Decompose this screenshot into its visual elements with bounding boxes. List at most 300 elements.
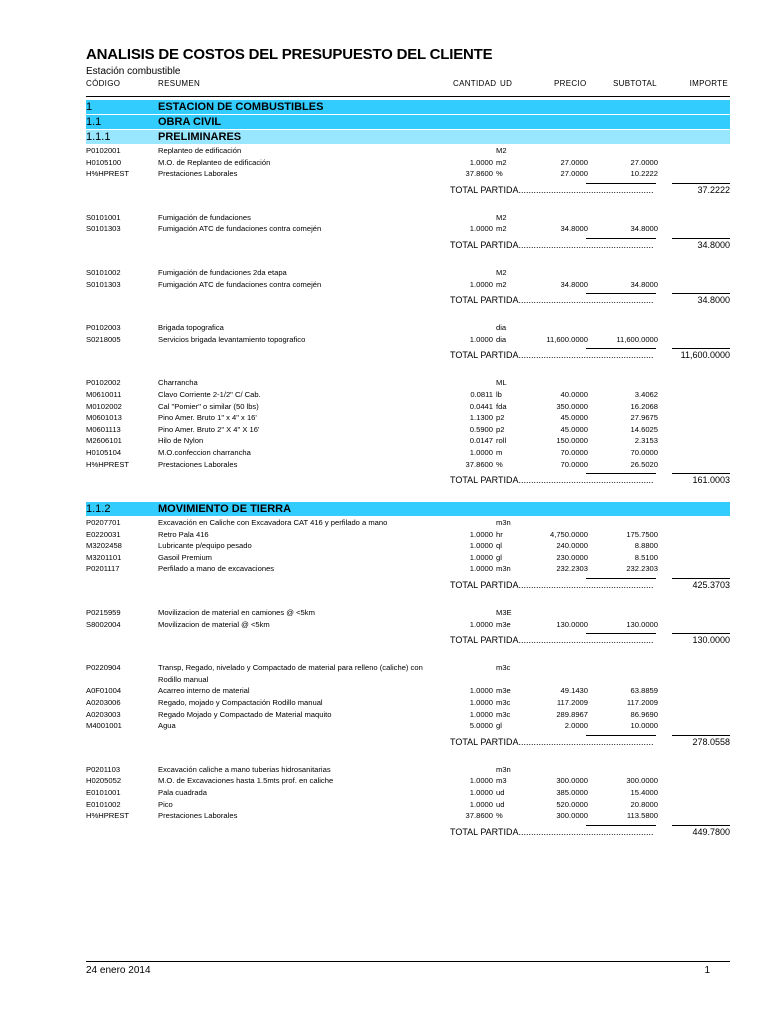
subtotal-rule (586, 348, 656, 349)
item-subtotal: 34.8000 (630, 279, 658, 289)
table-row (86, 775, 730, 787)
item-unit: roll (496, 436, 507, 446)
item-quantity: 1.0000 (469, 619, 493, 629)
item-unit: m3c (496, 709, 511, 719)
item-quantity: 1.0000 (469, 529, 493, 539)
item-unit: m3n (496, 564, 511, 574)
total-partida-label: TOTAL PARTIDA...................................................... (450, 475, 654, 486)
item-unit: fda (496, 401, 507, 411)
subtotal-rule (586, 825, 656, 826)
table-row (86, 799, 730, 811)
footer-date: 24 enero 2014 (86, 965, 151, 976)
item-price: 520.0000 (556, 799, 588, 809)
item-price: 300.0000 (556, 776, 588, 786)
section-row (86, 130, 730, 145)
item-unit: m3c (496, 698, 511, 708)
item-code: P0207701 (86, 518, 121, 528)
table-row (86, 389, 730, 401)
item-quantity: 1.0000 (469, 709, 493, 719)
table-row (86, 447, 730, 459)
item-description: Regado Mojado y Compactado de Material maquito (158, 709, 332, 719)
item-quantity: 37.8600 (465, 459, 493, 469)
item-subtotal: 175.7500 (626, 529, 658, 539)
item-subtotal: 70.0000 (630, 447, 658, 457)
item-price: 130.0000 (556, 619, 588, 629)
item-unit: dia (496, 334, 507, 344)
item-description: Prestaciones Laborales (158, 169, 238, 179)
item-unit: lb (496, 389, 502, 399)
item-description: Pino Amer. Bruto 1" x 4" x 16' (158, 413, 257, 423)
total-partida-amount: 278.0558 (692, 736, 730, 747)
item-code: P0201117 (86, 564, 120, 574)
table-row (86, 787, 730, 799)
total-partida-amount: 34.8000 (697, 295, 730, 306)
spacer (86, 312, 730, 322)
subtotal-rule (586, 735, 656, 736)
item-code: E0220031 (86, 529, 121, 539)
total-partida-label: TOTAL PARTIDA...................................................... (450, 239, 654, 250)
table-row (86, 145, 730, 157)
section-code: 1.1.1 (86, 131, 111, 143)
subtotal-rule (586, 238, 656, 239)
cost-block (86, 662, 730, 764)
total-partida-amount: 11,600.0000 (680, 350, 730, 361)
item-unit: p2 (496, 424, 505, 434)
item-quantity: 1.1300 (469, 413, 493, 423)
item-code: M0102002 (86, 401, 122, 411)
item-subtotal: 34.8000 (630, 224, 658, 234)
item-code: H%HPREST (86, 169, 130, 179)
item-quantity: 5.0000 (469, 721, 493, 731)
total-partida-row (86, 290, 730, 312)
item-unit: m3n (496, 764, 511, 774)
total-partida-amount: 34.8000 (697, 239, 730, 250)
total-partida-label: TOTAL PARTIDA...................................................... (450, 736, 654, 747)
section-title: PRELIMINARES (158, 131, 242, 143)
cost-block (86, 212, 730, 267)
item-code: A0203003 (86, 709, 121, 719)
section-title: ESTACION DE COMBUSTIBLES (158, 101, 324, 113)
item-unit: M2 (496, 212, 507, 222)
table-row (86, 540, 730, 552)
spacer (86, 492, 730, 502)
total-partida-row (86, 345, 730, 367)
cost-block (86, 322, 730, 377)
item-subtotal: 117.2009 (626, 698, 658, 708)
item-quantity: 1.0000 (469, 447, 493, 457)
item-description: Fumigación de fundaciones 2da etapa (158, 267, 287, 277)
section-code: 1.1.2 (86, 503, 111, 516)
item-description: Rodillo manual (158, 674, 209, 684)
item-description: Charrancha (158, 378, 198, 388)
item-price: 70.0000 (560, 447, 588, 457)
subtotal-rule (586, 293, 656, 294)
item-subtotal: 15.4000 (630, 788, 658, 797)
item-quantity: 1.0000 (469, 552, 493, 562)
table-row (86, 401, 730, 413)
item-subtotal: 10.2222 (630, 169, 658, 179)
item-price: 34.8000 (560, 279, 588, 289)
total-partida-label: TOTAL PARTIDA...................................................... (450, 826, 654, 837)
item-code: H%HPREST (86, 459, 130, 469)
item-description: Movilizacion de material en camiones @ <5km (158, 608, 315, 618)
col-header-qty: CANTIDAD (453, 79, 497, 88)
item-subtotal: 8.8800 (634, 541, 658, 551)
total-partida-label: TOTAL PARTIDA...................................................... (450, 295, 654, 306)
item-unit: m2 (496, 279, 507, 289)
item-quantity: 1.0000 (469, 541, 493, 551)
section-code: 1.1 (86, 116, 102, 128)
table-row (86, 424, 730, 436)
item-code: P0102002 (86, 378, 121, 388)
item-quantity: 37.8600 (465, 169, 493, 179)
item-price: 70.0000 (560, 459, 588, 469)
item-unit: ud (496, 799, 505, 809)
item-subtotal: 113.5800 (626, 811, 658, 821)
table-row (86, 279, 730, 291)
item-description: Cal "Pomier" o similar (50 lbs) (158, 401, 259, 411)
item-unit: m3c (496, 663, 511, 673)
item-subtotal: 10.0000 (630, 721, 658, 731)
item-code: H0205052 (86, 776, 122, 786)
item-subtotal: 3.4062 (634, 389, 658, 399)
item-unit: % (496, 169, 503, 179)
item-code: M3202458 (86, 541, 122, 551)
subtotal-rule (586, 578, 656, 579)
col-header-price: PRECIO (554, 79, 587, 88)
item-code: S0101303 (86, 224, 121, 234)
item-price: 45.0000 (560, 413, 588, 423)
item-description: Perfilado a mano de excavaciones (158, 564, 275, 574)
item-unit: ML (496, 378, 507, 388)
item-price: 4,750.0000 (549, 529, 588, 539)
item-quantity: 0.0147 (469, 436, 493, 446)
amount-rule (672, 348, 730, 349)
document-subtitle: Estación combustible (86, 66, 181, 77)
col-header-subtotal: SUBTOTAL (613, 79, 657, 88)
amount-rule (672, 183, 730, 184)
table-row (86, 168, 730, 180)
item-price: 34.8000 (560, 224, 588, 234)
cost-block (86, 267, 730, 322)
item-unit: dia (496, 323, 507, 333)
item-price: 232.2303 (556, 564, 588, 574)
cost-block (86, 607, 730, 662)
item-description: Fumigación ATC de fundaciones contra comején (158, 279, 322, 289)
table-row (86, 810, 730, 822)
item-price: 240.0000 (556, 541, 588, 551)
amount-rule (672, 238, 730, 239)
table-row (86, 157, 730, 169)
spacer (86, 754, 730, 764)
item-unit: hr (496, 529, 503, 539)
cost-block (86, 764, 730, 854)
item-code: M0601013 (86, 413, 122, 423)
item-code: M2606101 (86, 436, 122, 446)
item-description: Transp, Regado, nivelado y Compactado de material para relleno (caliche) con (158, 663, 423, 673)
total-partida-row (86, 575, 730, 597)
item-unit: M2 (496, 267, 507, 277)
table-row (86, 607, 730, 619)
table-row (86, 334, 730, 346)
item-code: P0102001 (86, 146, 121, 155)
item-quantity: 1.0000 (469, 686, 493, 696)
item-description: Pino Amer. Bruto 2" X 4" X 16' (158, 424, 260, 434)
item-description: Acarreo interno de material (158, 686, 250, 696)
item-description: Hilo de Nylon (158, 436, 204, 446)
item-subtotal: 11,600.0000 (616, 334, 658, 344)
item-unit: m3 (496, 776, 507, 786)
item-price: 45.0000 (560, 424, 588, 434)
item-quantity: 0.5900 (469, 424, 493, 434)
table-row (86, 412, 730, 424)
item-subtotal: 130.0000 (626, 619, 658, 629)
section-title: OBRA CIVIL (158, 116, 222, 128)
item-description: M.O. de Replanteo de edificación (158, 157, 271, 167)
item-description: Prestaciones Laborales (158, 811, 238, 821)
item-description: Regado, mojado y Compactación Rodillo manual (158, 698, 323, 708)
item-unit: p2 (496, 413, 505, 423)
total-partida-amount: 130.0000 (692, 635, 730, 646)
table-row (86, 720, 730, 732)
item-price: 11,600.0000 (546, 334, 588, 344)
item-unit: % (496, 459, 503, 469)
item-price: 40.0000 (560, 389, 588, 399)
table-row (86, 697, 730, 709)
item-unit: ud (496, 788, 505, 797)
table-row (86, 435, 730, 447)
item-unit: m3n (496, 518, 511, 528)
spacer (86, 597, 730, 607)
item-description: M.O. de Excavaciones hasta 1.5mts prof. en caliche (158, 776, 334, 786)
item-unit: m3e (496, 619, 511, 629)
item-code: S0101001 (86, 212, 121, 222)
total-partida-row (86, 822, 730, 844)
item-subtotal: 27.9675 (630, 413, 658, 423)
item-subtotal: 26.5020 (630, 459, 658, 469)
amount-rule (672, 825, 730, 826)
item-price: 300.0000 (556, 811, 588, 821)
item-code: A0F01004 (86, 686, 122, 696)
item-description: Gasoil Premium (158, 552, 213, 562)
item-unit: M2 (496, 146, 507, 155)
table-row (86, 517, 730, 529)
cost-block (86, 517, 730, 607)
table-row (86, 552, 730, 564)
table-row (86, 685, 730, 697)
table-row (86, 267, 730, 279)
document-page (86, 0, 730, 1024)
budget-table (86, 100, 730, 854)
item-code: M3201101 (86, 552, 122, 562)
total-partida-label: TOTAL PARTIDA...................................................... (450, 184, 654, 195)
table-row (86, 377, 730, 389)
column-headers (86, 79, 730, 91)
item-subtotal: 63.8859 (630, 686, 658, 696)
item-price: 385.0000 (556, 788, 588, 797)
item-quantity: 1.0000 (469, 334, 493, 344)
spacer (86, 202, 730, 212)
spacer (86, 652, 730, 662)
item-description: Fumigación ATC de fundaciones contra comején (158, 224, 322, 234)
item-code: S8002004 (86, 619, 121, 629)
item-price: 230.0000 (556, 552, 588, 562)
item-quantity: 1.0000 (469, 564, 493, 574)
item-description: Retro Pala 416 (158, 529, 209, 539)
item-description: Excavación caliche a mano tuberias hidrosanitarias (158, 764, 331, 774)
item-code: E0101001 (86, 788, 121, 797)
section-code: 1 (86, 101, 93, 113)
total-partida-row (86, 235, 730, 257)
page-number: 1 (704, 965, 710, 976)
amount-rule (672, 735, 730, 736)
item-description: Lubricante p/equipo pesado (158, 541, 252, 551)
total-partida-row (86, 470, 730, 492)
table-row (86, 674, 730, 686)
item-price: 117.2009 (556, 698, 588, 708)
table-row (86, 764, 730, 776)
item-code: P0102003 (86, 323, 121, 333)
col-header-amount: IMPORTE (689, 79, 728, 88)
spacer (86, 257, 730, 267)
item-price: 49.1430 (560, 686, 588, 696)
item-description: Movilizacion de material @ <5km (158, 619, 270, 629)
item-description: Servicios brigada levantamiento topografico (158, 334, 306, 344)
item-quantity: 1.0000 (469, 799, 493, 809)
item-description: Agua (158, 721, 176, 731)
item-quantity: 1.0000 (469, 224, 493, 234)
item-description: Brigada topografica (158, 323, 224, 333)
table-row (86, 529, 730, 541)
col-header-summary: RESUMEN (158, 79, 201, 88)
subtotal-rule (586, 473, 656, 474)
item-code: S0101002 (86, 267, 121, 277)
item-code: E0101002 (86, 799, 121, 809)
total-partida-amount: 449.7800 (692, 826, 730, 837)
table-row (86, 619, 730, 631)
spacer (86, 844, 730, 854)
amount-rule (672, 293, 730, 294)
item-quantity: 1.0000 (469, 698, 493, 708)
section-row (86, 100, 730, 115)
col-header-unit: UD (500, 79, 513, 88)
item-unit: % (496, 811, 503, 821)
item-price: 150.0000 (556, 436, 588, 446)
item-price: 289.8967 (556, 709, 588, 719)
document-title: ANALISIS DE COSTOS DEL PRESUPUESTO DEL CLIENTE (86, 46, 493, 63)
table-row (86, 459, 730, 471)
section-row (86, 115, 730, 130)
table-row (86, 709, 730, 721)
section-row (86, 502, 730, 517)
item-unit: m2 (496, 224, 507, 234)
item-quantity: 1.0000 (469, 157, 493, 167)
item-subtotal: 86.9690 (630, 709, 658, 719)
total-partida-label: TOTAL PARTIDA...................................................... (450, 580, 654, 591)
table-row (86, 662, 730, 674)
item-code: P0220904 (86, 663, 121, 673)
item-subtotal: 300.0000 (626, 776, 658, 786)
item-unit: m2 (496, 157, 507, 167)
item-unit: gl (496, 552, 502, 562)
amount-rule (672, 578, 730, 579)
total-partida-row (86, 732, 730, 754)
item-quantity: 1.0000 (469, 788, 493, 797)
total-partida-amount: 37.2222 (697, 184, 730, 195)
total-partida-row (86, 630, 730, 652)
section-title: MOVIMIENTO DE TIERRA (158, 503, 292, 516)
item-description: Excavación en Caliche con Excavadora CAT 416 y perfilado a mano (158, 518, 388, 528)
item-code: H0105100 (86, 157, 122, 167)
item-code: A0203006 (86, 698, 121, 708)
footer-rule (86, 961, 730, 962)
item-subtotal: 16.2068 (630, 401, 658, 411)
item-quantity: 0.0811 (470, 389, 493, 399)
total-partida-row (86, 180, 730, 202)
item-code: H%HPREST (86, 811, 130, 821)
item-quantity: 1.0000 (469, 279, 493, 289)
item-price: 2.0000 (564, 721, 588, 731)
item-unit: m (496, 447, 503, 457)
item-subtotal: 232.2303 (626, 564, 658, 574)
item-code: P0201103 (86, 764, 121, 774)
item-price: 27.0000 (560, 169, 588, 179)
item-price: 350.0000 (556, 401, 588, 411)
item-code: S0101303 (86, 279, 121, 289)
item-code: M0610011 (86, 389, 122, 399)
item-unit: M3E (496, 608, 512, 618)
total-partida-amount: 425.3703 (692, 580, 730, 591)
spacer (86, 367, 730, 377)
item-description: Pico (158, 799, 173, 809)
item-quantity: 1.0000 (469, 776, 493, 786)
item-description: Fumigación de fundaciones (158, 212, 251, 222)
item-unit: ql (496, 541, 502, 551)
cost-block (86, 145, 730, 212)
item-subtotal: 20.8000 (630, 799, 658, 809)
subtotal-rule (586, 183, 656, 184)
header-rule (86, 96, 730, 97)
amount-rule (672, 633, 730, 634)
item-code: S0218005 (86, 334, 121, 344)
item-quantity: 0.0441 (469, 401, 493, 411)
item-quantity: 37.8600 (465, 811, 493, 821)
item-code: H0105104 (86, 447, 122, 457)
item-subtotal: 8.5100 (634, 552, 658, 562)
item-description: Clavo Corriente 2-1/2" C/ Cab. (158, 389, 261, 399)
item-subtotal: 27.0000 (630, 157, 658, 167)
table-row (86, 223, 730, 235)
item-description: Replanteo de edificación (158, 146, 242, 155)
col-header-code: CÓDIGO (86, 79, 121, 88)
item-subtotal: 14.6025 (630, 424, 658, 434)
subtotal-rule (586, 633, 656, 634)
total-partida-label: TOTAL PARTIDA...................................................... (450, 350, 654, 361)
item-description: Prestaciones Laborales (158, 459, 238, 469)
table-row (86, 212, 730, 224)
item-subtotal: 2.3153 (634, 436, 658, 446)
table-row (86, 563, 730, 575)
item-price: 27.0000 (560, 157, 588, 167)
item-description: M.O.confeccion charrancha (158, 447, 251, 457)
item-code: M0601113 (86, 424, 121, 434)
total-partida-amount: 161.0003 (692, 475, 730, 486)
item-unit: gl (496, 721, 502, 731)
table-row (86, 322, 730, 334)
cost-block (86, 377, 730, 502)
item-description: Pala cuadrada (158, 788, 207, 797)
item-code: M4001001 (86, 721, 122, 731)
